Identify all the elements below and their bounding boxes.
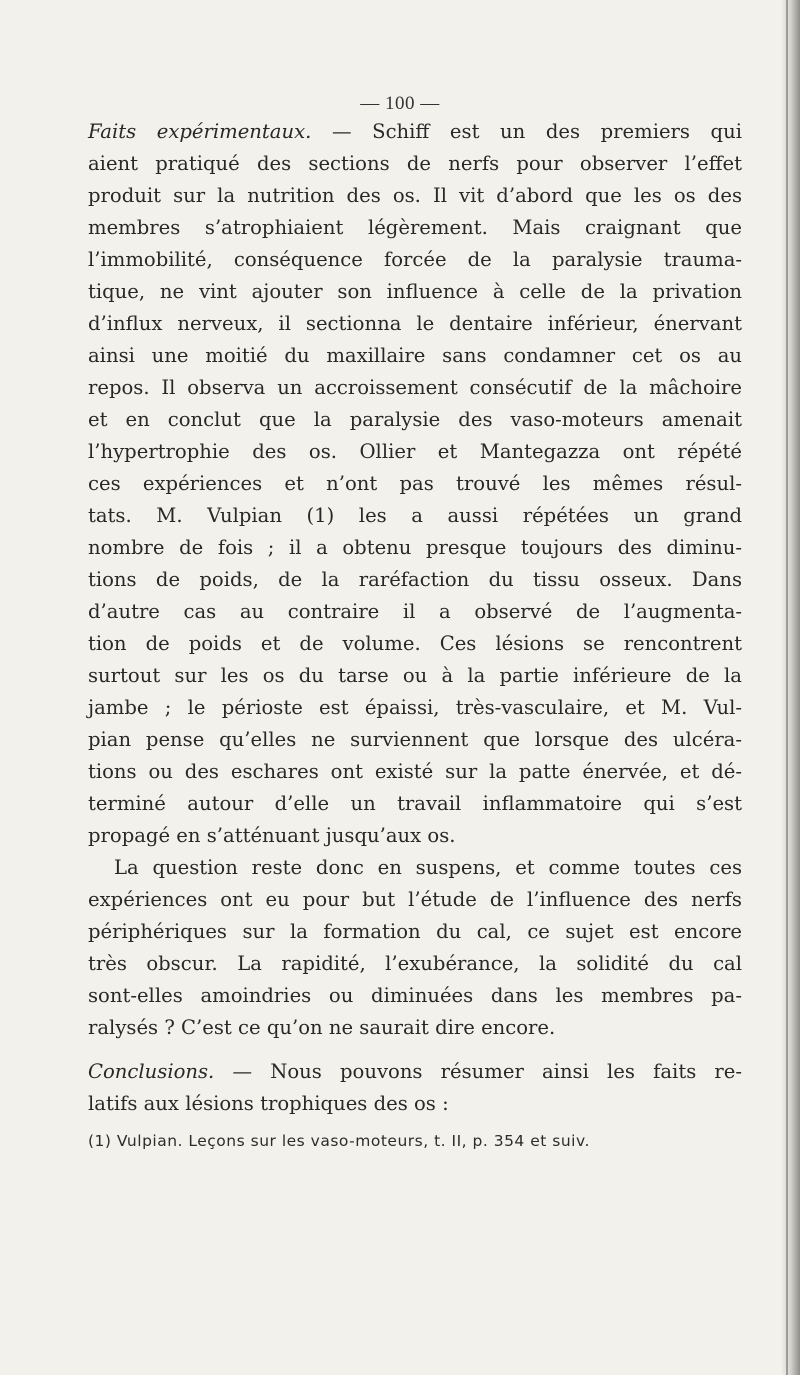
- text-line: périphériques sur la formation du cal, ce sujet est encore: [88, 920, 742, 943]
- text-line: latifs aux lésions trophiques des os :: [88, 1092, 449, 1115]
- text-line: Conclusions. — Nous pouvons résumer ainsi les faits re-: [88, 1060, 742, 1083]
- text-line: terminé autour d’elle un travail inflammatoire qui s’est: [88, 792, 742, 815]
- text-line: pian pense qu’elles ne surviennent que lorsque des ulcéra-: [88, 728, 742, 751]
- text-line: jambe ; le périoste est épaissi, très-vasculaire, et M. Vul-: [88, 696, 742, 719]
- text-line: d’influx nerveux, il sectionna le dentaire inférieur, énervant: [88, 312, 742, 335]
- text-line: aient pratiqué des sections de nerfs pour observer l’effet: [88, 152, 742, 175]
- text-line: ralysés ? C’est ce qu’on ne saurait dire encore.: [88, 1016, 556, 1039]
- text-line: tats. M. Vulpian (1) les a aussi répétées un grand: [88, 504, 742, 527]
- text-line: expériences ont eu pour but l’étude de l’influence des nerfs: [88, 888, 742, 911]
- text-line: repos. Il observa un accroissement consécutif de la mâchoire: [88, 376, 742, 399]
- text-line: tions de poids, de la raréfaction du tissu osseux. Dans: [88, 568, 742, 591]
- paragraph-gap: [88, 1044, 742, 1056]
- section-heading-conclusions: Conclusions.: [88, 1060, 215, 1083]
- page-number: — 100 —: [360, 93, 440, 114]
- text-line: et en conclut que la paralysie des vaso-moteurs amenait: [88, 408, 742, 431]
- text-line: Faits expérimentaux. — Schiff est un des premiers qui: [88, 120, 742, 143]
- text-line: sont-elles amoindries ou diminuées dans les membres pa-: [88, 984, 742, 1007]
- page-binding-edge: [782, 0, 800, 1375]
- text-line: tions ou des eschares ont existé sur la patte énervée, et dé-: [88, 760, 742, 783]
- body-text: [88, 116, 742, 1120]
- text-line: nombre de fois ; il a obtenu presque toujours des diminu-: [88, 536, 742, 559]
- text-line: l’hypertrophie des os. Ollier et Mantegazza ont répété: [88, 440, 742, 463]
- section-heading-faits: Faits expérimentaux.: [88, 120, 312, 143]
- text-line: produit sur la nutrition des os. Il vit d’abord que les os des: [88, 184, 742, 207]
- text-line: l’immobilité, conséquence forcée de la paralysie trauma-: [88, 248, 742, 271]
- text-line: tion de poids et de volume. Ces lésions se rencontrent: [88, 632, 742, 655]
- text-line: surtout sur les os du tarse ou à la partie inférieure de la: [88, 664, 742, 687]
- text-line: propagé en s’atténuant jusqu’aux os.: [88, 824, 456, 847]
- text-line: membres s’atrophiaient légèrement. Mais craignant que: [88, 216, 742, 239]
- text-line: ces expériences et n’ont pas trouvé les mêmes résul-: [88, 472, 742, 495]
- text-line: très obscur. La rapidité, l’exubérance, la solidité du cal: [88, 952, 742, 975]
- page-binding-line: [786, 0, 788, 1375]
- footnote: (1) Vulpian. Leçons sur les vaso-moteurs, t. II, p. 354 et suiv.: [88, 1132, 590, 1150]
- text-line: d’autre cas au contraire il a observé de l’augmenta-: [88, 600, 742, 623]
- text-line: ainsi une moitié du maxillaire sans condamner cet os au: [88, 344, 742, 367]
- text-line: tique, ne vint ajouter son influence à celle de la privation: [88, 280, 742, 303]
- text-line: La question reste donc en suspens, et comme toutes ces: [114, 856, 742, 879]
